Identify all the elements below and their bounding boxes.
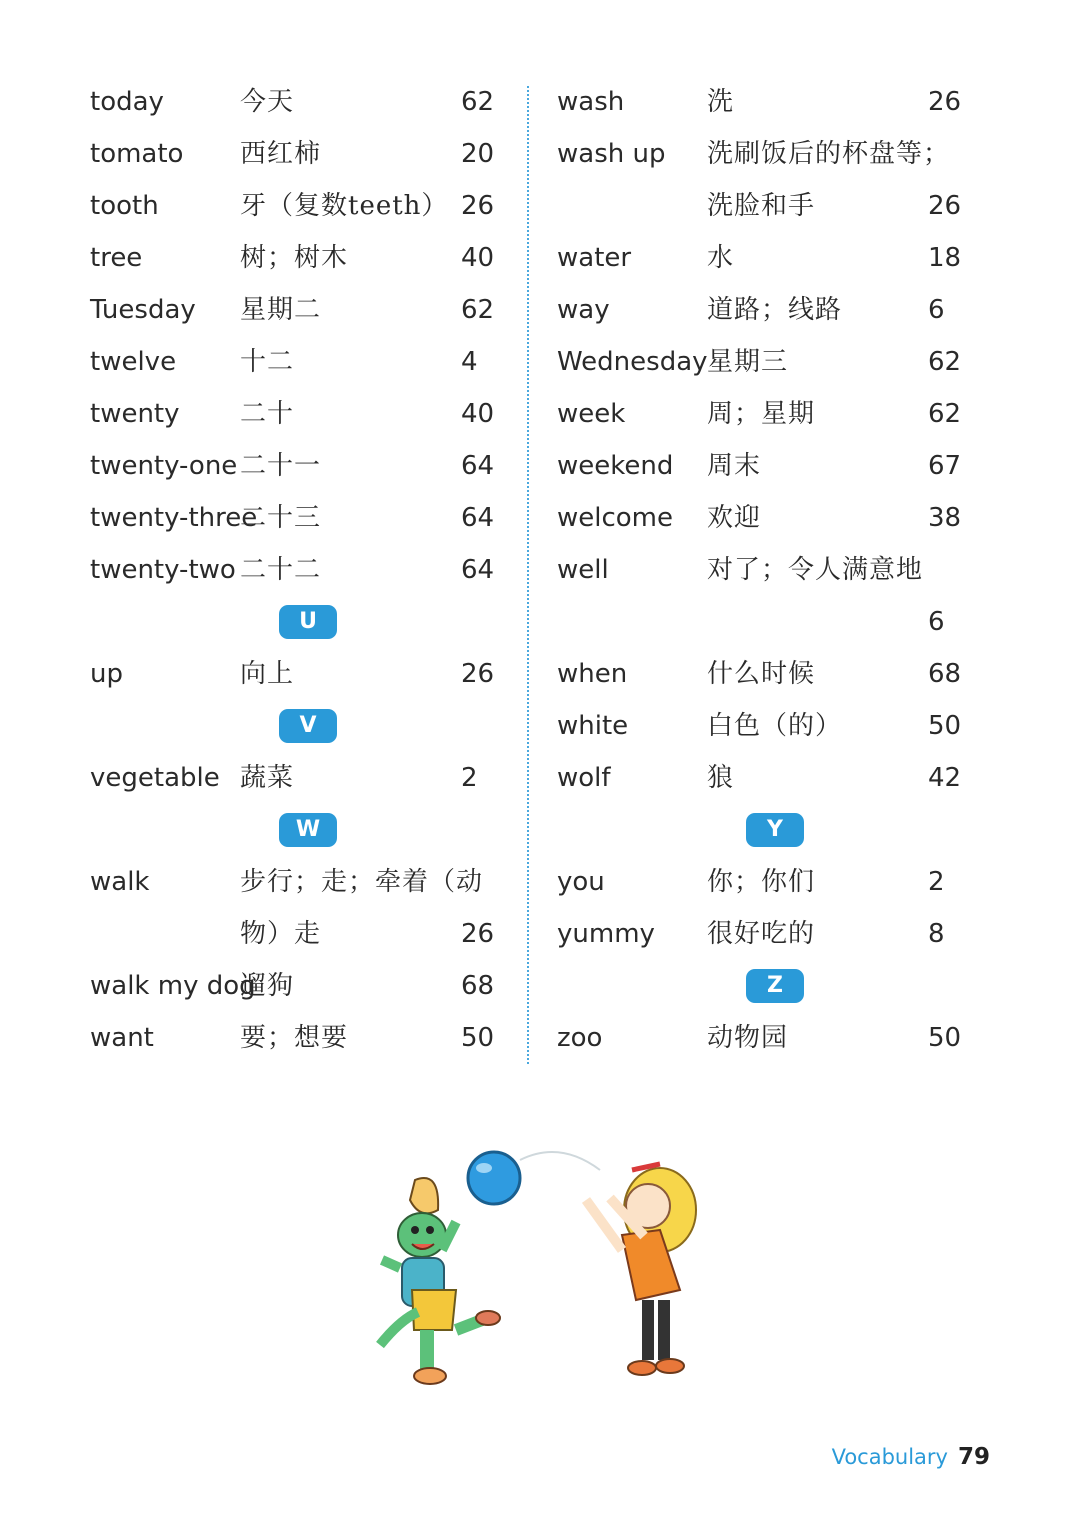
chinese-meaning: 动物园 bbox=[707, 1023, 789, 1053]
chinese-meaning: 道路；线路 bbox=[707, 295, 843, 325]
chinese-meaning: 星期三 bbox=[707, 347, 789, 377]
kids-playing-ball-illustration bbox=[360, 1140, 720, 1410]
dinosaur-character bbox=[380, 1178, 500, 1384]
chinese-meaning: 向上 bbox=[240, 659, 295, 689]
page-footer bbox=[832, 1444, 990, 1470]
vocabulary-entry bbox=[557, 544, 977, 596]
chinese-meaning: 周；星期 bbox=[707, 399, 816, 429]
page-reference: 68 bbox=[928, 659, 962, 689]
english-word: white bbox=[557, 711, 629, 741]
page-reference: 38 bbox=[928, 503, 962, 533]
vocabulary-entry bbox=[557, 232, 977, 284]
chinese-meaning: 很好吃的 bbox=[707, 919, 816, 949]
english-word: today bbox=[90, 87, 164, 117]
letter-badge: V bbox=[279, 709, 337, 743]
vocabulary-entry bbox=[557, 336, 977, 388]
english-word: Tuesday bbox=[90, 295, 196, 325]
chinese-meaning: 步行；走；牵着（动 bbox=[240, 867, 484, 897]
vocabulary-entry bbox=[557, 284, 977, 336]
page-reference: 68 bbox=[461, 971, 495, 1001]
letter-section-header bbox=[90, 804, 510, 856]
page-reference: 26 bbox=[461, 659, 495, 689]
chinese-meaning: 二十三 bbox=[240, 503, 322, 533]
letter-section-header bbox=[557, 960, 977, 1012]
page-reference: 42 bbox=[928, 763, 962, 793]
ball-trail bbox=[520, 1152, 600, 1170]
chinese-meaning: 周末 bbox=[707, 451, 762, 481]
vocabulary-entry bbox=[90, 908, 510, 960]
page-reference: 8 bbox=[928, 919, 945, 949]
chinese-meaning: 蔬菜 bbox=[240, 763, 295, 793]
chinese-meaning: 你；你们 bbox=[707, 867, 816, 897]
english-word: zoo bbox=[557, 1023, 603, 1053]
letter-badge: Z bbox=[746, 969, 804, 1003]
vocabulary-entry bbox=[90, 76, 510, 128]
english-word: tooth bbox=[90, 191, 159, 221]
english-word: twenty-one bbox=[90, 451, 238, 481]
vocabulary-entry bbox=[557, 648, 977, 700]
vocabulary-entry bbox=[557, 180, 977, 232]
footer-section-label: Vocabulary bbox=[831, 1445, 948, 1469]
letter-section-header bbox=[557, 804, 977, 856]
page-reference: 64 bbox=[461, 555, 495, 585]
vocabulary-entry bbox=[557, 856, 977, 908]
english-word: tomato bbox=[90, 139, 184, 169]
chinese-meaning: 欢迎 bbox=[707, 503, 762, 533]
english-word: twenty-three bbox=[90, 503, 258, 533]
page-reference: 62 bbox=[461, 87, 495, 117]
vocabulary-entry bbox=[90, 128, 510, 180]
column-divider bbox=[527, 86, 529, 1064]
right-vocabulary-column bbox=[557, 76, 977, 1064]
english-word: way bbox=[557, 295, 610, 325]
vocabulary-entry bbox=[557, 440, 977, 492]
chinese-meaning: 洗刷饭后的杯盘等； bbox=[707, 139, 951, 169]
ball-icon bbox=[468, 1152, 520, 1204]
vocabulary-entry bbox=[557, 700, 977, 752]
vocabulary-entry bbox=[557, 128, 977, 180]
chinese-meaning: 洗 bbox=[707, 87, 735, 117]
page-reference: 62 bbox=[928, 347, 962, 377]
english-word: when bbox=[557, 659, 628, 689]
page-reference: 64 bbox=[461, 451, 495, 481]
english-word: twenty bbox=[90, 399, 180, 429]
letter-section-header bbox=[90, 700, 510, 752]
page-reference: 26 bbox=[928, 191, 962, 221]
english-word: wash bbox=[557, 87, 625, 117]
page-reference: 18 bbox=[928, 243, 962, 273]
page-reference: 6 bbox=[928, 295, 945, 325]
chinese-meaning: 对了；令人满意地 bbox=[707, 555, 924, 585]
page-number: 79 bbox=[957, 1444, 990, 1470]
english-word: tree bbox=[90, 243, 143, 273]
page-reference: 6 bbox=[928, 607, 945, 637]
vocabulary-entry bbox=[90, 232, 510, 284]
english-word: welcome bbox=[557, 503, 674, 533]
page-reference: 50 bbox=[461, 1023, 495, 1053]
page-reference: 26 bbox=[461, 919, 495, 949]
chinese-meaning: 二十二 bbox=[240, 555, 322, 585]
chinese-meaning: 要；想要 bbox=[240, 1023, 349, 1053]
page-reference: 50 bbox=[928, 1023, 962, 1053]
letter-badge: Y bbox=[746, 813, 804, 847]
chinese-meaning: 什么时候 bbox=[707, 659, 816, 689]
chinese-meaning: 白色（的） bbox=[707, 711, 843, 741]
page-reference: 40 bbox=[461, 399, 495, 429]
vocabulary-entry bbox=[557, 752, 977, 804]
vocabulary-entry bbox=[90, 752, 510, 804]
english-word: Wednesday bbox=[557, 347, 708, 377]
vocabulary-entry bbox=[557, 596, 977, 648]
chinese-meaning: 十二 bbox=[240, 347, 295, 377]
vocabulary-entry bbox=[90, 544, 510, 596]
chinese-meaning: 西红柿 bbox=[240, 139, 322, 169]
english-word: want bbox=[90, 1023, 154, 1053]
page-reference: 4 bbox=[461, 347, 478, 377]
page-reference: 62 bbox=[928, 399, 962, 429]
english-word: weekend bbox=[557, 451, 674, 481]
vocabulary-entry bbox=[90, 440, 510, 492]
letter-badge: U bbox=[279, 605, 337, 639]
english-word: walk bbox=[90, 867, 150, 897]
english-word: up bbox=[90, 659, 123, 689]
english-word: twenty-two bbox=[90, 555, 236, 585]
chinese-meaning: 狼 bbox=[707, 763, 735, 793]
page-reference: 26 bbox=[461, 191, 495, 221]
vocabulary-entry bbox=[557, 388, 977, 440]
chinese-meaning: 物）走 bbox=[240, 919, 322, 949]
vocabulary-entry bbox=[90, 960, 510, 1012]
english-word: water bbox=[557, 243, 632, 273]
english-word: you bbox=[557, 867, 605, 897]
chinese-meaning: 水 bbox=[707, 243, 735, 273]
english-word: twelve bbox=[90, 347, 177, 377]
vocabulary-entry bbox=[90, 388, 510, 440]
english-word: wash up bbox=[557, 139, 666, 169]
girl-character bbox=[586, 1164, 696, 1375]
english-word: walk my dog bbox=[90, 971, 256, 1001]
page-reference: 20 bbox=[461, 139, 495, 169]
chinese-meaning: 二十一 bbox=[240, 451, 322, 481]
page-reference: 40 bbox=[461, 243, 495, 273]
vocabulary-entry bbox=[90, 336, 510, 388]
letter-section-header bbox=[90, 596, 510, 648]
chinese-meaning: 洗脸和手 bbox=[707, 191, 816, 221]
page-reference: 2 bbox=[461, 763, 478, 793]
vocabulary-entry bbox=[557, 76, 977, 128]
english-word: week bbox=[557, 399, 626, 429]
vocabulary-entry bbox=[90, 180, 510, 232]
vocabulary-entry bbox=[557, 492, 977, 544]
vocabulary-entry bbox=[90, 284, 510, 336]
chinese-meaning: 星期二 bbox=[240, 295, 322, 325]
vocabulary-entry bbox=[90, 856, 510, 908]
page-reference: 67 bbox=[928, 451, 962, 481]
chinese-meaning: 遛狗 bbox=[240, 971, 295, 1001]
page-reference: 64 bbox=[461, 503, 495, 533]
vocabulary-entry bbox=[90, 648, 510, 700]
chinese-meaning: 牙（复数teeth） bbox=[240, 191, 449, 221]
page-reference: 2 bbox=[928, 867, 945, 897]
page-reference: 62 bbox=[461, 295, 495, 325]
chinese-meaning: 树；树木 bbox=[240, 243, 349, 273]
english-word: wolf bbox=[557, 763, 611, 793]
page-reference: 26 bbox=[928, 87, 962, 117]
chinese-meaning: 今天 bbox=[240, 87, 295, 117]
left-vocabulary-column bbox=[90, 76, 510, 1064]
english-word: yummy bbox=[557, 919, 655, 949]
english-word: well bbox=[557, 555, 609, 585]
english-word: vegetable bbox=[90, 763, 220, 793]
page-reference: 50 bbox=[928, 711, 962, 741]
letter-badge: W bbox=[279, 813, 337, 847]
vocabulary-entry bbox=[557, 908, 977, 960]
vocabulary-entry bbox=[90, 1012, 510, 1064]
chinese-meaning: 二十 bbox=[240, 399, 295, 429]
vocabulary-entry bbox=[557, 1012, 977, 1064]
vocabulary-entry bbox=[90, 492, 510, 544]
